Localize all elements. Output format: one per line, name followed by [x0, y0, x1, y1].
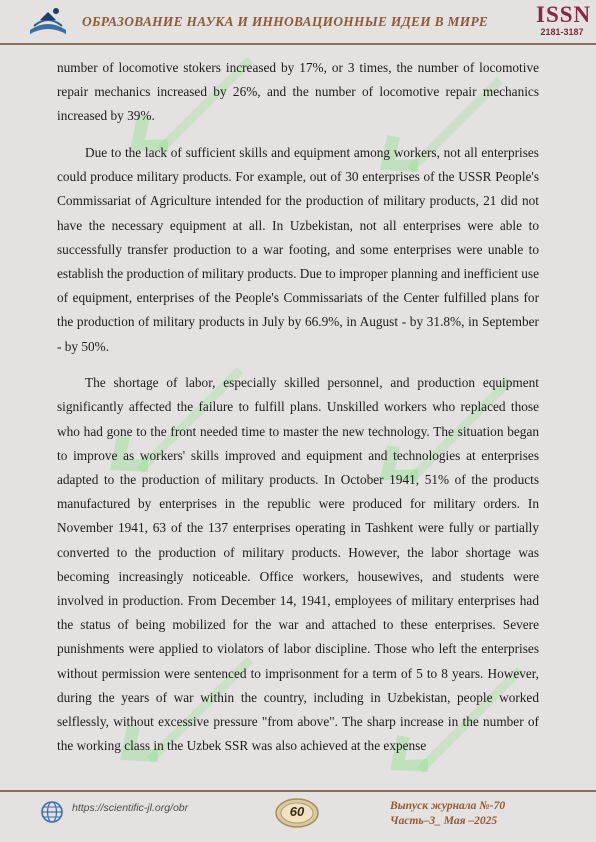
globe-icon	[40, 800, 64, 824]
journal-title: ОБРАЗОВАНИЕ НАУКА И ИННОВАЦИОННЫЕ ИДЕИ В МИРЕ	[82, 14, 489, 29]
issue-number: Выпуск журнала №-70	[390, 800, 506, 812]
article-body	[57, 56, 539, 771]
issn-number: 2181-3187	[540, 27, 584, 37]
page-header	[0, 0, 596, 44]
paragraph: number of locomotive stokers increased by 17%, or 3 times, the number of locomotive repair mechanics increased by 26%, and the number of locomotive repair mechanics increased by 39%.	[57, 60, 539, 124]
footer-divider	[0, 790, 596, 792]
paragraph: The shortage of labor, especially skilled personnel, and production equipment significantly affected the failure to fulfill plans. Unskilled workers who replaced those who had gone to the front needed time to master the new technology. The situation began to improve as workers' skills improved and equipment and technologies at enterprises adapted to the production of military products. In October 1941, 51% of the products manufactured by enterprises in the republic were produced for military orders. In November 1941, 63 of the 137 enterprises operating in Tashkent were fully or partially converted to the production of military products. However, the labor shortage was becoming increasingly noticeable. Office workers, housewives, and students were involved in production. From December 14, 1941, employees of military enterprises had the status of being mobilized for the war and attached to these enterprises. Severe punishments were applied to violators of labor discipline. Those who left the enterprises without permission were sentenced to imprisonment for a term of 5 to 8 years. However, during the years of war within the country, including in Uzbekistan, people worked selflessly, without excessive pressure "from above". The sharp increase in the number of the working class in the Uzbek SSR was also achieved at the expense	[57, 375, 539, 754]
issue-date: Часть–3_ Мая –2025	[390, 815, 498, 827]
paragraph: Due to the lack of sufficient skills and equipment among workers, not all enterprises could produce military products. For example, out of 30 enterprises of the USSR People's Commissariat of Agriculture intended for the production of military products, 21 did not have the necessary equipment at all. In Uzbekistan, not all enterprises were able to successfully transfer production to a war footing, and some enterprises were unable to establish the production of military products. Due to improper planning and inefficient use of equipment, enterprises of the People's Commissariats of the Center fulfilled plans for the production of military products in July by 66.9%, in August - by 31.8%, in September - by 50%.	[57, 145, 539, 354]
page-number: 60	[289, 804, 305, 819]
journal-url-link[interactable]: https://scientific-jl.org/obr	[72, 802, 189, 814]
issn-badge	[536, 2, 592, 40]
header-divider	[0, 43, 596, 45]
issue-info	[390, 799, 505, 829]
issn-logo: ISSN	[536, 2, 592, 27]
journal-logo-icon	[26, 4, 70, 38]
